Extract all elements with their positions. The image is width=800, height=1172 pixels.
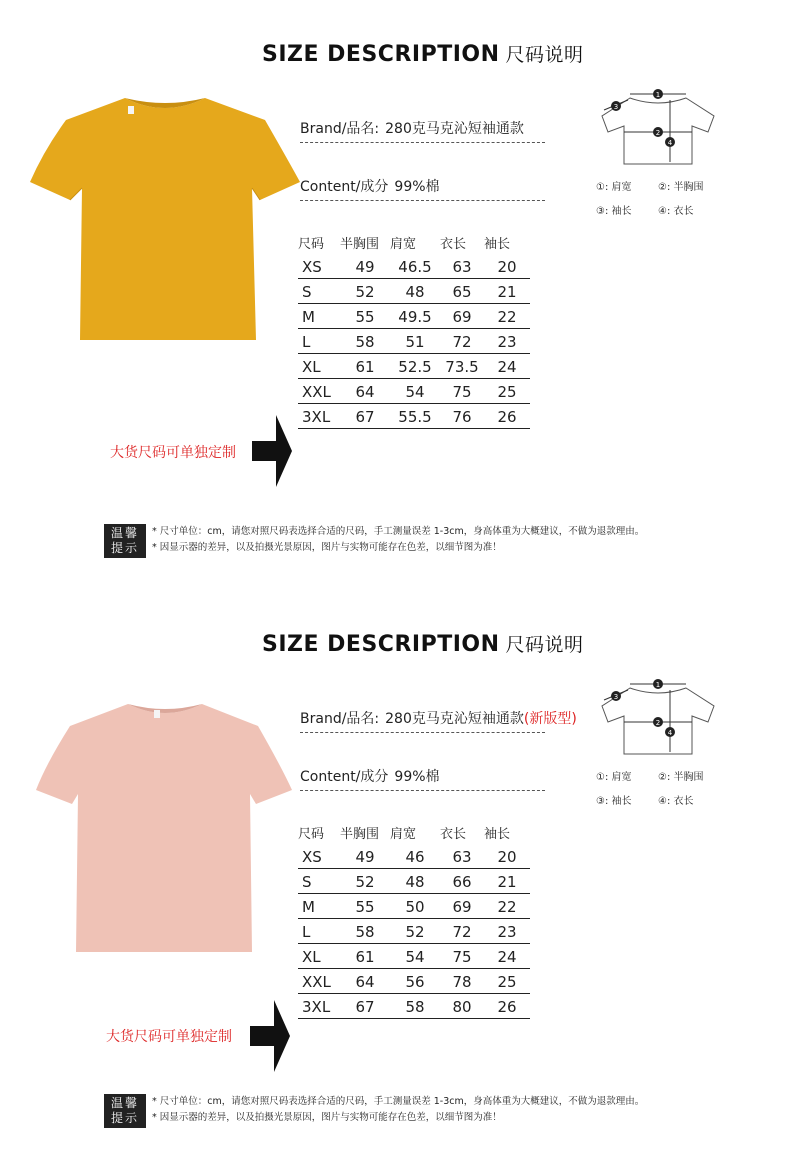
header-length: 衣长 [440, 236, 467, 252]
cell-length: 63 [452, 258, 472, 276]
cell-sleeve: 21 [497, 873, 517, 891]
cell-shoulder: 55.5 [398, 408, 432, 426]
cell-sleeve: 25 [497, 383, 517, 401]
legend-item: ①: 肩宽 [596, 772, 632, 783]
table-row [298, 304, 530, 329]
svg-text:1: 1 [655, 681, 661, 689]
table-row [298, 354, 530, 379]
content-label: Content/成分 [300, 769, 389, 785]
svg-text:2: 2 [655, 719, 661, 727]
cell-chest: 64 [355, 383, 375, 401]
legend-item: ②: 半胸围 [658, 772, 704, 783]
content-value: 99%棉 [394, 179, 440, 195]
cell-size: M [302, 308, 315, 326]
cell-shoulder: 56 [405, 973, 425, 991]
cell-sleeve: 23 [497, 333, 517, 351]
custom-size-note: 大货尺码可单独定制 [110, 445, 236, 461]
section-title [262, 40, 584, 67]
cell-length: 69 [452, 308, 472, 326]
content-row [300, 176, 545, 196]
content-label: Content/成分 [300, 179, 389, 195]
cell-length: 78 [452, 973, 472, 991]
svg-text:4: 4 [667, 729, 673, 737]
cell-length: 76 [452, 408, 472, 426]
cell-chest: 49 [355, 258, 375, 276]
brand-label: Brand/品名: [300, 711, 380, 727]
title-en: SIZE DESCRIPTION [262, 632, 500, 657]
legend-row [596, 178, 720, 193]
legend-item: ④: 衣长 [658, 796, 694, 807]
header-shoulder: 肩宽 [390, 236, 417, 252]
cell-shoulder: 48 [405, 873, 425, 891]
table-row [298, 279, 530, 304]
cell-shoulder: 52.5 [398, 358, 432, 376]
cell-chest: 61 [355, 358, 375, 376]
tshirt-body [30, 98, 300, 340]
cell-length: 69 [452, 898, 472, 916]
table-row [298, 379, 530, 404]
cell-shoulder: 46 [405, 848, 425, 866]
badge-line: 提示 [110, 1111, 139, 1125]
cell-size: S [302, 283, 312, 301]
note-line: * 尺寸单位：cm，请您对照尺码表选择合适的尺码，手工测量误差 1-3cm，身高体重为大概建议，不做为退款理由。 [152, 1096, 645, 1107]
notice-block [104, 1094, 644, 1128]
cell-shoulder: 51 [405, 333, 425, 351]
badge-line: 提示 [110, 541, 139, 555]
cell-sleeve: 24 [497, 358, 517, 376]
table-row [298, 994, 530, 1019]
table-row [298, 404, 530, 429]
cell-chest: 67 [355, 998, 375, 1016]
cell-shoulder: 58 [405, 998, 425, 1016]
cell-size: L [302, 923, 311, 941]
notice-block [104, 524, 644, 558]
divider [300, 790, 545, 791]
cell-length: 75 [452, 948, 472, 966]
arrow-right-icon [250, 1000, 290, 1072]
divider [300, 732, 545, 733]
brand-row [300, 708, 577, 728]
cell-shoulder: 50 [405, 898, 425, 916]
cell-size: 3XL [302, 408, 331, 426]
header-sleeve: 袖长 [484, 826, 511, 842]
cell-sleeve: 26 [497, 998, 517, 1016]
content-row [300, 766, 545, 786]
table-row [298, 869, 530, 894]
cell-shoulder: 48 [405, 283, 425, 301]
custom-size-note: 大货尺码可单独定制 [106, 1029, 232, 1045]
cell-size: S [302, 873, 312, 891]
cell-chest: 55 [355, 308, 375, 326]
notice-text [152, 524, 644, 556]
cell-length: 65 [452, 283, 472, 301]
size-table [298, 820, 530, 1019]
cell-shoulder: 52 [405, 923, 425, 941]
cell-chest: 58 [355, 923, 375, 941]
cell-sleeve: 22 [497, 308, 517, 326]
svg-text:3: 3 [613, 103, 619, 111]
notice-badge [104, 524, 146, 558]
cell-size: M [302, 898, 315, 916]
header-sleeve: 袖长 [484, 236, 511, 252]
title-en: SIZE DESCRIPTION [262, 42, 500, 67]
arrow-right-icon [252, 415, 292, 487]
table-row [298, 254, 530, 279]
cell-chest: 52 [355, 873, 375, 891]
note-line: * 尺寸单位：cm，请您对照尺码表选择合适的尺码，手工测量误差 1-3cm，身高体重为大概建议，不做为退款理由。 [152, 526, 645, 537]
table-header [298, 820, 530, 844]
table-row [298, 969, 530, 994]
size-section-2 [0, 590, 800, 1172]
brand-label: Brand/品名: [300, 121, 380, 137]
brand-suffix: (新版型) [523, 711, 577, 727]
cell-length: 75 [452, 383, 472, 401]
cell-chest: 49 [355, 848, 375, 866]
cell-size: XXL [302, 383, 331, 401]
title-cn: 尺码说明 [505, 634, 584, 656]
badge-line: 温馨 [110, 526, 139, 540]
cell-size: XS [302, 258, 322, 276]
cell-sleeve: 20 [497, 258, 517, 276]
legend-item: ③: 袖长 [596, 796, 632, 807]
cell-sleeve: 20 [497, 848, 517, 866]
cell-shoulder: 49.5 [398, 308, 432, 326]
tshirt-body [36, 704, 292, 952]
cell-size: XXL [302, 973, 331, 991]
cell-shoulder: 46.5 [398, 258, 432, 276]
table-row [298, 944, 530, 969]
cell-size: 3XL [302, 998, 331, 1016]
brand-row [300, 118, 545, 138]
header-chest: 半胸围 [340, 826, 380, 842]
legend-row [596, 792, 720, 807]
cell-chest: 67 [355, 408, 375, 426]
svg-text:3: 3 [613, 693, 619, 701]
header-shoulder: 肩宽 [390, 826, 417, 842]
cell-size: XS [302, 848, 322, 866]
measurement-diagram [596, 86, 720, 166]
cell-sleeve: 22 [497, 898, 517, 916]
cell-shoulder: 54 [405, 948, 425, 966]
cell-length: 63 [452, 848, 472, 866]
table-row [298, 329, 530, 354]
divider [300, 200, 545, 201]
content-value: 99%棉 [394, 769, 440, 785]
cell-chest: 61 [355, 948, 375, 966]
brand-value: 280克马克沁短袖通款 [385, 711, 524, 727]
legend-item: ③: 袖长 [596, 206, 632, 217]
cell-sleeve: 26 [497, 408, 517, 426]
header-length: 衣长 [440, 826, 467, 842]
table-row [298, 919, 530, 944]
section-title [262, 630, 584, 657]
cell-length: 72 [452, 333, 472, 351]
cell-sleeve: 25 [497, 973, 517, 991]
brand-value: 280克马克沁短袖通款 [385, 121, 524, 137]
measurement-diagram [596, 676, 720, 756]
title-cn: 尺码说明 [505, 44, 584, 66]
table-row [298, 894, 530, 919]
notice-badge [104, 1094, 146, 1128]
legend-item: ②: 半胸围 [658, 182, 704, 193]
legend-item: ④: 衣长 [658, 206, 694, 217]
tshirt-image [30, 694, 300, 954]
notice-text [152, 1094, 644, 1126]
note-line: * 因显示器的差异，以及拍摄光景原因，图片与实物可能存在色差，以细节图为准！ [152, 1112, 502, 1123]
size-table [298, 230, 530, 429]
cell-chest: 58 [355, 333, 375, 351]
cell-shoulder: 54 [405, 383, 425, 401]
cell-sleeve: 23 [497, 923, 517, 941]
legend-item: ①: 肩宽 [596, 182, 632, 193]
legend-row [596, 768, 720, 783]
tshirt-image [30, 90, 300, 350]
cell-length: 72 [452, 923, 472, 941]
cell-length: 80 [452, 998, 472, 1016]
svg-text:1: 1 [655, 91, 661, 99]
cell-length: 66 [452, 873, 472, 891]
cell-chest: 55 [355, 898, 375, 916]
header-size: 尺码 [298, 236, 325, 252]
cell-chest: 64 [355, 973, 375, 991]
svg-text:4: 4 [667, 139, 673, 147]
cell-sleeve: 21 [497, 283, 517, 301]
note-line: * 因显示器的差异，以及拍摄光景原因，图片与实物可能存在色差，以细节图为准！ [152, 542, 502, 553]
cell-chest: 52 [355, 283, 375, 301]
table-header [298, 230, 530, 254]
svg-text:2: 2 [655, 129, 661, 137]
cell-size: XL [302, 358, 321, 376]
cell-size: L [302, 333, 311, 351]
divider [300, 142, 545, 143]
header-size: 尺码 [298, 826, 325, 842]
cell-length: 73.5 [445, 358, 479, 376]
table-row [298, 844, 530, 869]
legend-row [596, 202, 720, 217]
cell-sleeve: 24 [497, 948, 517, 966]
header-chest: 半胸围 [340, 236, 380, 252]
cell-size: XL [302, 948, 321, 966]
badge-line: 温馨 [110, 1096, 139, 1110]
